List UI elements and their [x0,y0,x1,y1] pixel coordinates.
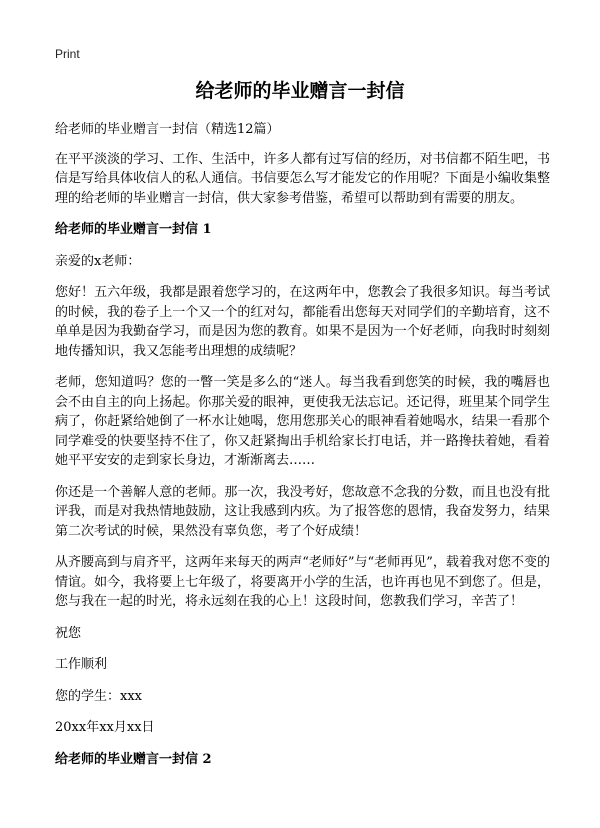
letter-1-signature: 您的学生：xxx [55,688,142,704]
letter-1-paragraph-2: 老师，您知道吗？您的一瞥一笑是多么的“迷人。每当我看到您笑的时候，我的嘴唇也会不由自主的向上扬起。你那关爱的眼神，更使我无法忘记。还记得，班里某个同学生病了，你赶紧给她倒了一杯水让她喝，您用您那关心的眼神看着她喝水，结果一看那个同学难受的快要坚持不住了，你又赶紧掏出手机给家长打电话，并一路搀扶着她，看着她平平安安的走到家长身边，才渐渐离去…… [55,375,550,468]
print-link[interactable]: Print [55,47,80,61]
letter-2-heading: 给老师的毕业赠言一封信 2 [55,751,212,767]
document-title: 给老师的毕业赠言一封信 [195,80,405,102]
intro-paragraph: 在平平淡淡的学习、工作、生活中，许多人都有过写信的经历，对书信都不陌生吧，书信是写给具体收信人的私人通信。书信要怎么写才能发它的作用呢？下面是小编收集整理的给老师的毕业赠言一封信，供大家参考借鉴，希望可以帮助到有需要的朋友。 [55,151,550,206]
letter-1-paragraph-3: 你还是一个善解人意的老师。那一次，我没考好，您故意不念我的分数，而且也没有批评我，而是对我热情地鼓励，这让我感到内疚。为了报答您的恩情，我奋发努力，结果第二次考试的时候，果然没有辜负您，考了个好成绩！ [55,484,550,539]
document-subtitle: 给老师的毕业赠言一封信（精选12篇） [55,122,280,137]
letter-1-heading: 给老师的毕业赠言一封信 1 [55,222,212,237]
letter-1-closing-1: 祝您 [55,625,82,641]
document-body [55,120,550,781]
letter-1-salutation: 亲爱的x老师： [55,253,141,269]
letter-1-paragraph-1: 您好！五六年级，我都是跟着您学习的，在这两年中，您教会了我很多知识。每当考试的时候，我的卷子上一个又一个的红对勾，都能看出您每天对同学们的辛勤培育，这不单单是因为我勤奋学习，而是因为您的教育。如果不是因为一个好老师，向我时时刻刻地传播知识，我又怎能考出理想的成绩呢？ [55,285,550,359]
letter-1-closing-2: 工作顺利 [55,657,108,672]
letter-1-paragraph-4: 从齐腰高到与肩齐平，这两年来每天的两声“老师好”与“老师再见”，载着我对您不变的情谊。如今，我将要上七年级了，将要离开小学的生活，也许再也见不到您了。但是，您与我在一起的时光，将永远刻在我的心上！这段时间，您教我们学习，辛苦了！ [55,555,550,609]
letter-1-date: 20xx年xx月xx日 [55,720,155,735]
